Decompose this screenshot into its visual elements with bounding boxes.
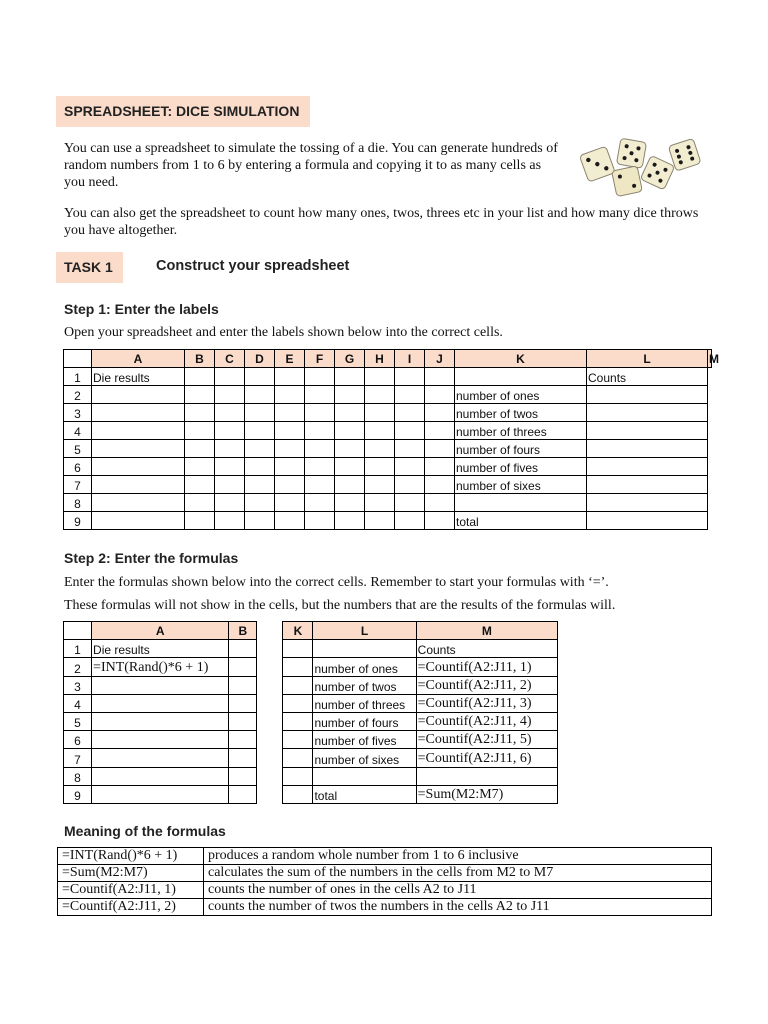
- formula-cell: =Countif(A2:J11, 1): [58, 882, 204, 899]
- empty-cell: [335, 440, 365, 458]
- empty-cell: [305, 476, 335, 494]
- table-row: [64, 676, 558, 694]
- cell-l: number of threes: [313, 694, 416, 712]
- cell-a: [92, 512, 185, 530]
- cell-b: [229, 676, 257, 694]
- cell-a: [92, 476, 185, 494]
- empty-cell: [185, 512, 215, 530]
- empty-cell: [185, 476, 215, 494]
- row-number: 5: [64, 440, 92, 458]
- row-number: 1: [64, 640, 92, 658]
- empty-cell: [275, 440, 305, 458]
- empty-cell: [395, 422, 425, 440]
- empty-cell: [245, 386, 275, 404]
- table-row: [58, 899, 712, 916]
- cell-a: [92, 458, 185, 476]
- empty-cell: [365, 494, 395, 512]
- cell-m: [587, 512, 708, 530]
- cell-m: =Sum(M2:M7): [416, 785, 557, 803]
- cell-l: number of sixes: [313, 749, 416, 767]
- row-number: 7: [64, 749, 92, 767]
- empty-cell: [365, 422, 395, 440]
- empty-cell: [245, 458, 275, 476]
- step2-instructions-1: Enter the formulas shown below into the correct cells. Remember to start your formulas with ‘=’.: [64, 575, 609, 590]
- empty-cell: [185, 368, 215, 386]
- empty-cell: [185, 386, 215, 404]
- row-number: 9: [64, 512, 92, 530]
- formulas-spreadsheet-table: [63, 621, 558, 804]
- empty-cell: [275, 422, 305, 440]
- empty-cell: [395, 440, 425, 458]
- table-row: [64, 512, 712, 530]
- empty-cell: [305, 368, 335, 386]
- cell-k: [283, 785, 313, 803]
- empty-cell: [215, 440, 245, 458]
- row-number: 3: [64, 404, 92, 422]
- empty-cell: [215, 476, 245, 494]
- intro-paragraph-1: You can use a spreadsheet to simulate the tossing of a die. You can generate hundreds of random numbers from 1 to 6 by entering a formula and copying it to as many cells as you need.: [64, 141, 558, 190]
- cell-l: number of threes: [455, 422, 587, 440]
- cell-a: [92, 386, 185, 404]
- table-row: [64, 440, 712, 458]
- cell-m: Counts: [416, 640, 557, 658]
- cell-a: [92, 785, 229, 803]
- table-row: [58, 865, 712, 882]
- table-gap: [257, 767, 283, 785]
- table-row: [64, 749, 558, 767]
- table-gap: [257, 640, 283, 658]
- cell-m: =Countif(A2:J11, 2): [416, 676, 557, 694]
- cell-b: [229, 658, 257, 676]
- row-number: 9: [64, 785, 92, 803]
- table-gap: [257, 712, 283, 730]
- empty-cell: [425, 404, 455, 422]
- column-header: B: [185, 350, 215, 368]
- column-header: M: [416, 622, 557, 640]
- empty-cell: [425, 458, 455, 476]
- cell-a: [92, 494, 185, 512]
- cell-m: =Countif(A2:J11, 4): [416, 712, 557, 730]
- column-header: C: [215, 350, 245, 368]
- empty-cell: [215, 494, 245, 512]
- table-header-row: [64, 622, 558, 640]
- cell-b: [229, 749, 257, 767]
- cell-k: [283, 712, 313, 730]
- column-header: K: [283, 622, 313, 640]
- row-number: 2: [64, 658, 92, 676]
- table-gap: [257, 676, 283, 694]
- empty-cell: [425, 386, 455, 404]
- empty-cell: [215, 404, 245, 422]
- empty-cell: [425, 494, 455, 512]
- formula-cell: =Countif(A2:J11, 2): [58, 899, 204, 916]
- empty-cell: [305, 494, 335, 512]
- empty-cell: [365, 440, 395, 458]
- description-cell: produces a random whole number from 1 to 6 inclusive: [204, 848, 712, 865]
- empty-cell: [335, 368, 365, 386]
- table-row: [64, 386, 712, 404]
- empty-cell: [365, 458, 395, 476]
- empty-cell: [395, 512, 425, 530]
- empty-cell: [305, 512, 335, 530]
- row-number: 3: [64, 676, 92, 694]
- empty-cell: [305, 404, 335, 422]
- cell-b: [229, 712, 257, 730]
- step2-instructions-2: These formulas will not show in the cells, but the numbers that are the results of the formulas will.: [64, 598, 616, 613]
- cell-l: [313, 767, 416, 785]
- cell-l: [313, 640, 416, 658]
- cell-k: [283, 640, 313, 658]
- empty-cell: [305, 440, 335, 458]
- empty-cell: [335, 422, 365, 440]
- empty-cell: [275, 494, 305, 512]
- table-row: [58, 848, 712, 865]
- cell-m: [587, 422, 708, 440]
- corner-cell: [64, 350, 92, 368]
- empty-cell: [335, 458, 365, 476]
- step1-heading: Step 1: Enter the labels: [64, 301, 219, 317]
- empty-cell: [245, 476, 275, 494]
- row-number: 8: [64, 494, 92, 512]
- empty-cell: [275, 512, 305, 530]
- task-title: Construct your spreadsheet: [156, 258, 350, 274]
- cell-m: [587, 458, 708, 476]
- die-icon-1: [579, 146, 615, 182]
- table-row: [64, 767, 558, 785]
- table-gap: [257, 658, 283, 676]
- empty-cell: [215, 386, 245, 404]
- dice-illustration: [578, 136, 702, 198]
- cell-a: [92, 749, 229, 767]
- cell-l: number of fives: [455, 458, 587, 476]
- empty-cell: [425, 422, 455, 440]
- empty-cell: [395, 476, 425, 494]
- table-gap: [257, 731, 283, 749]
- cell-a: =INT(Rand()*6 + 1): [92, 658, 229, 676]
- empty-cell: [395, 386, 425, 404]
- column-header: M: [709, 351, 719, 366]
- cell-m: [587, 386, 708, 404]
- row-number: 6: [64, 731, 92, 749]
- cell-m: =Countif(A2:J11, 5): [416, 731, 557, 749]
- cell-l: number of fives: [313, 731, 416, 749]
- labels-spreadsheet-table: [63, 349, 719, 530]
- empty-cell: [185, 440, 215, 458]
- cell-k: [283, 694, 313, 712]
- cell-m: [587, 404, 708, 422]
- row-number: 2: [64, 386, 92, 404]
- meaning-heading: Meaning of the formulas: [64, 823, 226, 839]
- cell-m: =Countif(A2:J11, 6): [416, 749, 557, 767]
- cell-l: number of sixes: [455, 476, 587, 494]
- table-row: [64, 368, 712, 386]
- table-gap: [257, 694, 283, 712]
- worksheet-title-banner: SPREADSHEET: DICE SIMULATION: [56, 96, 310, 127]
- empty-cell: [275, 368, 305, 386]
- row-number: 4: [64, 422, 92, 440]
- column-header: B: [229, 622, 257, 640]
- row-number: 8: [64, 767, 92, 785]
- formula-meaning-table: [57, 847, 712, 916]
- empty-cell: [185, 494, 215, 512]
- step2-heading: Step 2: Enter the formulas: [64, 550, 239, 566]
- empty-cell: [215, 458, 245, 476]
- column-header: L: [587, 350, 708, 368]
- empty-cell: [305, 422, 335, 440]
- table-row: [64, 476, 712, 494]
- table-gap: [257, 622, 283, 640]
- cell-a: [92, 694, 229, 712]
- intro-paragraph-2: You can also get the spreadsheet to count how many ones, twos, threes etc in your list and how many dice throws you have altogether.: [64, 206, 699, 238]
- empty-cell: [245, 368, 275, 386]
- empty-cell: [275, 458, 305, 476]
- column-header: I: [395, 350, 425, 368]
- empty-cell: [275, 386, 305, 404]
- empty-cell: [425, 440, 455, 458]
- empty-cell: [185, 404, 215, 422]
- table-gap: [257, 785, 283, 803]
- empty-cell: [245, 440, 275, 458]
- die-icon-2: [616, 138, 646, 168]
- empty-cell: [215, 422, 245, 440]
- column-header: D: [245, 350, 275, 368]
- empty-cell: [185, 422, 215, 440]
- row-number: 6: [64, 458, 92, 476]
- cell-b: [229, 785, 257, 803]
- step1-instructions: Open your spreadsheet and enter the labels shown below into the correct cells.: [64, 325, 503, 340]
- cell-l: number of twos: [455, 404, 587, 422]
- table-row: [64, 694, 558, 712]
- empty-cell: [215, 368, 245, 386]
- column-header: A: [92, 350, 185, 368]
- empty-cell: [185, 458, 215, 476]
- row-number: 7: [64, 476, 92, 494]
- empty-cell: [335, 494, 365, 512]
- cell-b: [229, 694, 257, 712]
- cell-k: [283, 767, 313, 785]
- empty-cell: [395, 494, 425, 512]
- empty-cell: [275, 404, 305, 422]
- cell-m: [587, 440, 708, 458]
- cell-k: [283, 676, 313, 694]
- empty-cell: [245, 404, 275, 422]
- cell-a: [92, 767, 229, 785]
- empty-cell: [335, 512, 365, 530]
- die-icon-3: [612, 166, 643, 197]
- cell-m: [587, 476, 708, 494]
- empty-cell: [365, 404, 395, 422]
- column-header: A: [92, 622, 229, 640]
- column-header: H: [365, 350, 395, 368]
- cell-a: [92, 731, 229, 749]
- table-row: [64, 785, 558, 803]
- cell-m: =Countif(A2:J11, 1): [416, 658, 557, 676]
- task-badge: TASK 1: [56, 252, 123, 283]
- empty-cell: [215, 512, 245, 530]
- cell-a: [92, 422, 185, 440]
- cell-m: [587, 494, 708, 512]
- table-row: [64, 494, 712, 512]
- row-number: 1: [64, 368, 92, 386]
- empty-cell: [335, 404, 365, 422]
- formula-cell: =Sum(M2:M7): [58, 865, 204, 882]
- empty-cell: [275, 476, 305, 494]
- empty-cell: [365, 368, 395, 386]
- cell-l: number of ones: [313, 658, 416, 676]
- column-header: G: [335, 350, 365, 368]
- empty-cell: [395, 404, 425, 422]
- table-header-row: [64, 350, 712, 368]
- row-number: 4: [64, 694, 92, 712]
- cell-b: [229, 767, 257, 785]
- empty-cell: [245, 512, 275, 530]
- cell-b: [229, 640, 257, 658]
- table-row: [58, 882, 712, 899]
- description-cell: calculates the sum of the numbers in the cells from M2 to M7: [204, 865, 712, 882]
- cell-m: =Countif(A2:J11, 3): [416, 694, 557, 712]
- column-header: F: [305, 350, 335, 368]
- table-row: [64, 658, 558, 676]
- empty-cell: [365, 512, 395, 530]
- description-cell: counts the number of ones in the cells A2 to J11: [204, 882, 712, 899]
- cell-m: Counts: [587, 368, 708, 386]
- cell-a: Die results: [92, 368, 185, 386]
- empty-cell: [335, 476, 365, 494]
- formula-cell: =INT(Rand()*6 + 1): [58, 848, 204, 865]
- cell-l: [455, 368, 587, 386]
- empty-cell: [305, 458, 335, 476]
- empty-cell: [425, 512, 455, 530]
- empty-cell: [245, 494, 275, 512]
- cell-k: [283, 731, 313, 749]
- cell-l: number of ones: [455, 386, 587, 404]
- cell-a: [92, 676, 229, 694]
- cell-l: number of fours: [455, 440, 587, 458]
- cell-l: number of fours: [313, 712, 416, 730]
- cell-a: [92, 440, 185, 458]
- cell-a: [92, 712, 229, 730]
- column-header: J: [425, 350, 455, 368]
- cell-b: [229, 731, 257, 749]
- empty-cell: [245, 422, 275, 440]
- cell-l: number of twos: [313, 676, 416, 694]
- die-icon-4: [640, 155, 675, 190]
- empty-cell: [425, 476, 455, 494]
- cell-a: Die results: [92, 640, 229, 658]
- empty-cell: [365, 386, 395, 404]
- empty-cell: [395, 368, 425, 386]
- empty-cell: [305, 386, 335, 404]
- empty-cell: [335, 386, 365, 404]
- table-row: [64, 458, 712, 476]
- corner-cell: [64, 622, 92, 640]
- table-row: [64, 712, 558, 730]
- row-number: 5: [64, 712, 92, 730]
- description-cell: counts the number of twos the numbers in the cells A2 to J11: [204, 899, 712, 916]
- table-row: [64, 731, 558, 749]
- empty-cell: [425, 368, 455, 386]
- empty-cell: [365, 476, 395, 494]
- table-row: [64, 640, 558, 658]
- cell-a: [92, 404, 185, 422]
- empty-cell: [395, 458, 425, 476]
- column-header: E: [275, 350, 305, 368]
- cell-l: total: [455, 512, 587, 530]
- cell-l: total: [313, 785, 416, 803]
- table-row: [64, 422, 712, 440]
- cell-k: [283, 749, 313, 767]
- column-header: K: [455, 350, 587, 368]
- cell-l: [455, 494, 587, 512]
- cell-m: [416, 767, 557, 785]
- table-row: [64, 404, 712, 422]
- cell-k: [283, 658, 313, 676]
- table-gap: [257, 749, 283, 767]
- column-header: L: [313, 622, 416, 640]
